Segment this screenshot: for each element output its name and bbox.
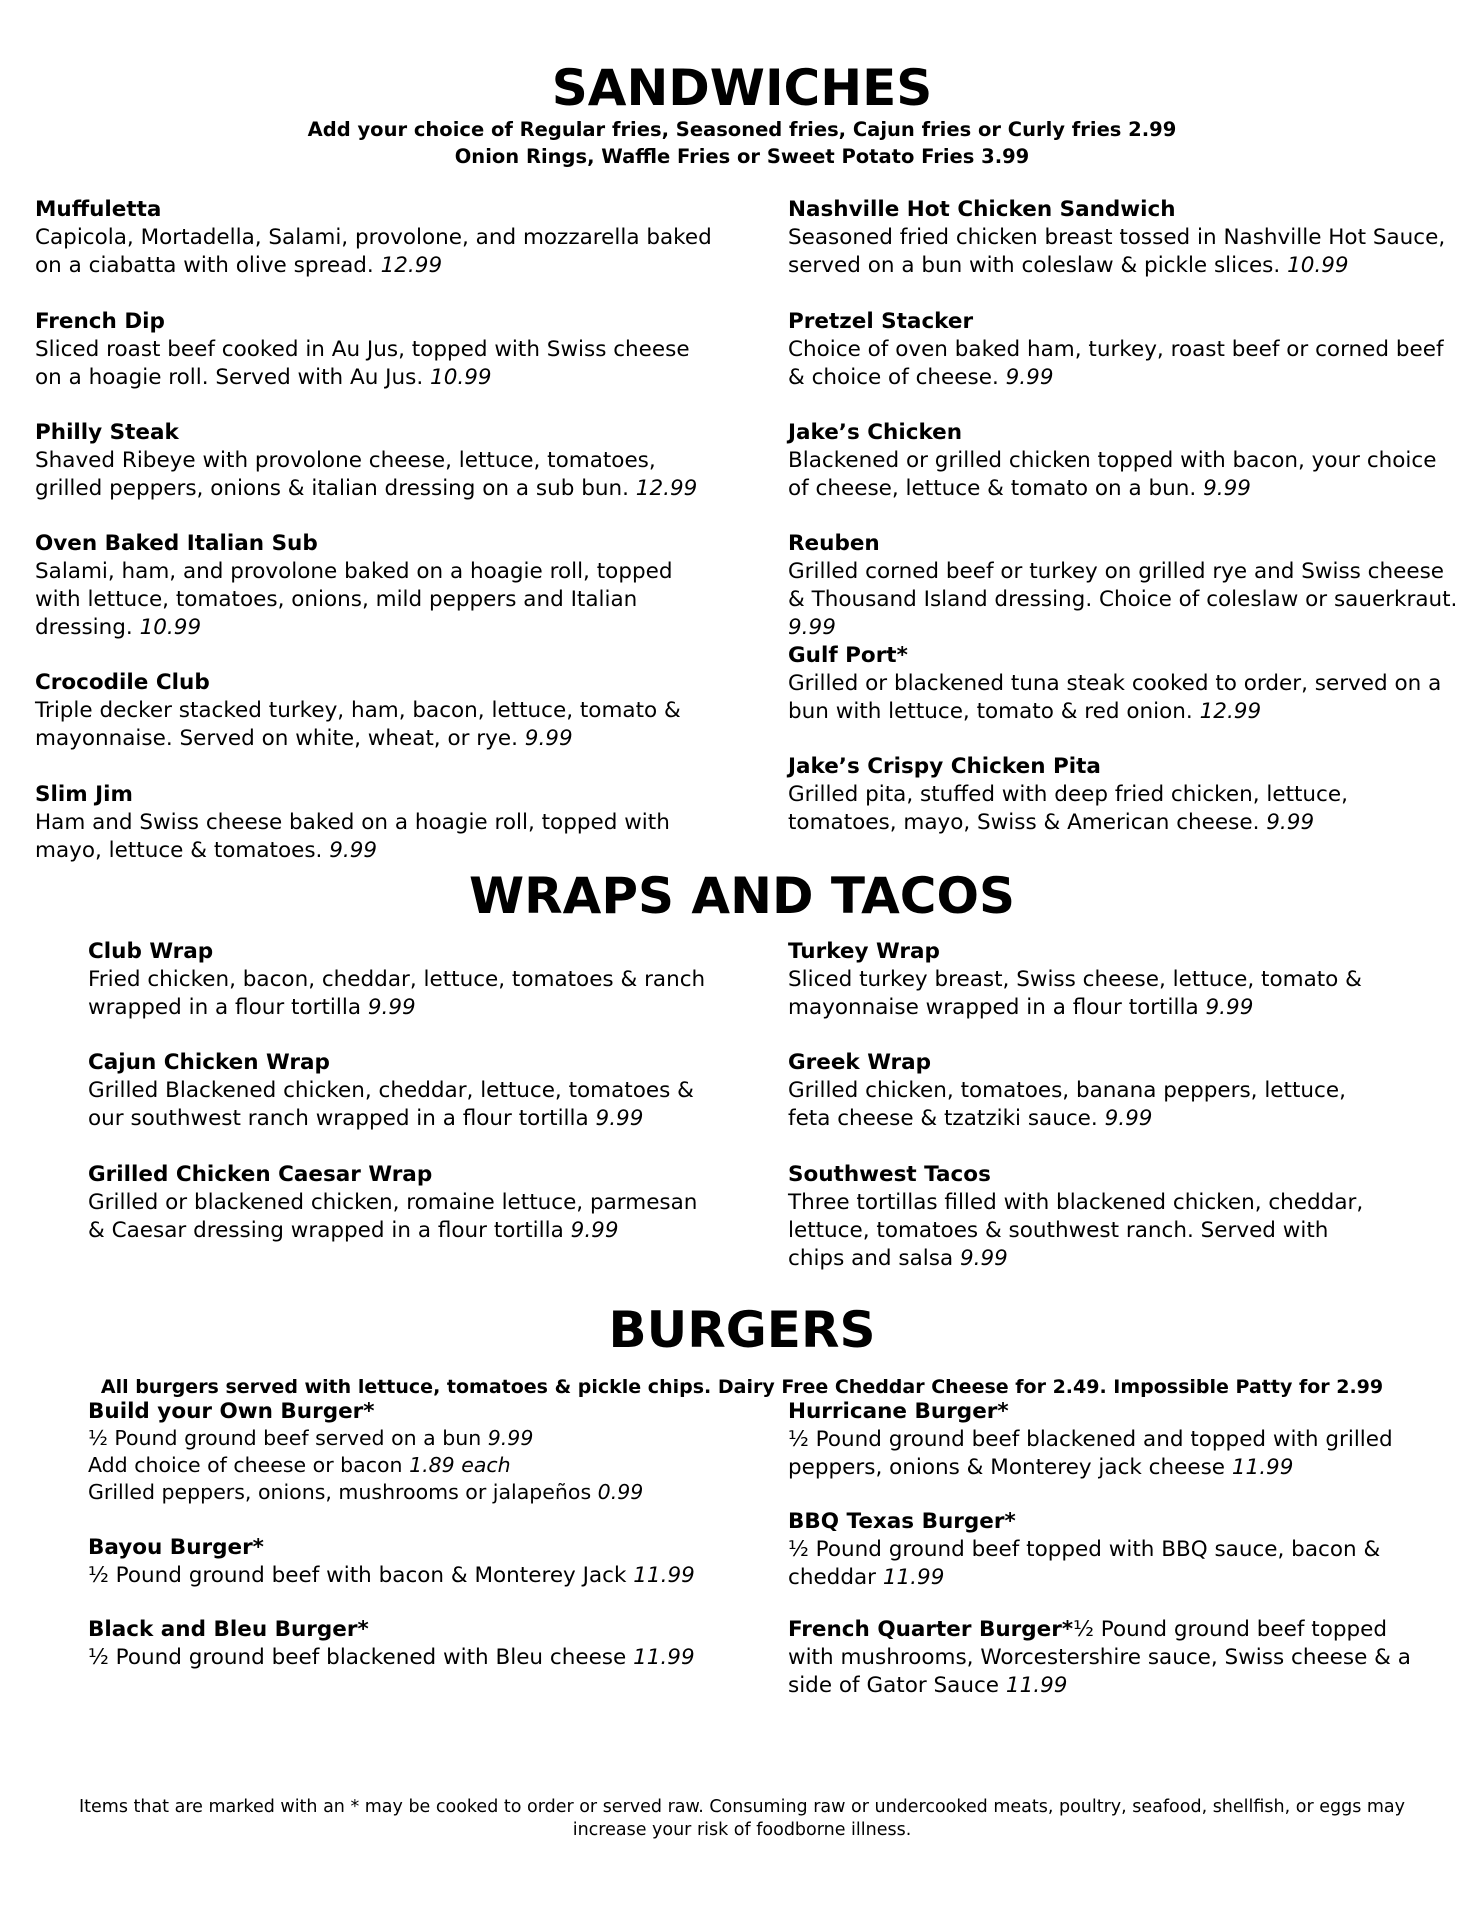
item-description: Grilled Blackened chicken, cheddar, lettuce, tomatoes & our southwest ranch wrapped in a flour tortilla — [88, 1078, 694, 1131]
menu-item-french-dip — [35, 308, 715, 392]
item-name: Crocodile Club — [35, 670, 210, 695]
item-description: ½ Pound ground beef served on a bun — [88, 1426, 482, 1450]
menu-item-nashville-hot-chicken — [788, 196, 1458, 280]
item-description: Blackened or grilled chicken topped with bacon, your choice of cheese, lettuce & tomato on a bun. — [788, 448, 1437, 501]
item-price: 9.99 — [487, 1426, 534, 1450]
menu-item-club-wrap — [88, 938, 713, 1022]
item-price: 9.99 — [595, 1106, 644, 1131]
item-name: Pretzel Stacker — [788, 309, 974, 334]
item-description: Sliced turkey breast, Swiss cheese, lettuce, tomato & mayonnaise wrapped in a flour tortilla — [788, 967, 1362, 1020]
item-name: Bayou Burger* — [88, 1535, 264, 1560]
item-price: 12.99 — [1199, 699, 1262, 724]
item-name: French Dip — [35, 309, 165, 334]
item-price: 9.99 — [524, 726, 573, 751]
menu-item-muffuletta — [35, 196, 715, 280]
item-description: Seasoned fried chicken breast tossed in Nashville Hot Sauce, served on a bun with coleslaw & pickle slices. — [788, 225, 1446, 278]
item-name: Build your Own Burger* — [88, 1399, 375, 1424]
item-name: Muffuletta — [35, 197, 162, 222]
burger-toppings-line — [88, 1479, 728, 1506]
item-description: ½ Pound ground beef with bacon & Monterey Jack — [88, 1563, 627, 1588]
item-description: Choice of oven baked ham, turkey, roast beef or corned beef & choice of cheese. — [788, 337, 1444, 390]
menu-item-grilled-chicken-caesar-wrap — [88, 1161, 713, 1245]
menu-item-slim-jim — [35, 781, 715, 865]
item-name: Cajun Chicken Wrap — [88, 1050, 330, 1075]
item-name: Slim Jim — [35, 782, 133, 807]
menu-item-oven-baked-italian-sub — [35, 530, 715, 642]
item-description: Triple decker stacked turkey, ham, bacon, lettuce, tomato & mayonnaise. Served on white, wheat, or rye. — [35, 698, 681, 751]
item-price: 11.99 — [1005, 1673, 1068, 1698]
item-price: 11.99 — [1231, 1455, 1294, 1480]
menu-item-french-quarter-burger — [788, 1616, 1418, 1700]
item-name: Club Wrap — [88, 939, 214, 964]
item-description: Add choice of cheese or bacon — [88, 1453, 403, 1477]
item-name: Black and Bleu Burger* — [88, 1617, 369, 1642]
item-price: 11.99 — [633, 1563, 695, 1588]
menu-item-cajun-chicken-wrap — [88, 1049, 713, 1133]
item-description: Fried chicken, bacon, cheddar, lettuce, tomatoes & ranch wrapped in a flour tortilla — [88, 967, 706, 1020]
item-description: Grilled or blackened chicken, romaine lettuce, parmesan & Caesar dressing wrapped in a flour tortilla — [88, 1190, 698, 1243]
item-price: 1.89 each — [409, 1453, 511, 1477]
item-price: 9.99 — [1005, 365, 1054, 390]
item-price: 9.99 — [1104, 1106, 1153, 1131]
item-name: Jake’s Chicken — [788, 420, 963, 445]
sides-note-1: Add your choice of Regular fries, Seasoned fries, Cajun fries or Curly fries 2.99 — [307, 118, 1177, 141]
item-description: Three tortillas filled with blackened chicken, cheddar, lettuce, tomatoes & southwest ranch. Served with chips and salsa — [788, 1190, 1364, 1271]
sides-note-2: Onion Rings, Waffle Fries or Sweet Potato Fries 3.99 — [454, 145, 1030, 168]
item-price: 10.99 — [430, 365, 492, 390]
item-description: Grilled or blackened tuna steak cooked to order, served on a bun with lettuce, tomato & red onion. — [788, 671, 1442, 724]
menu-item-reuben — [788, 530, 1458, 642]
item-description: Grilled corned beef or turkey on grilled rye and Swiss cheese & Thousand Island dressing. Choice of coleslaw or sauerkraut. — [788, 559, 1458, 612]
item-name: Turkey Wrap — [788, 939, 940, 964]
menu-item-gulf-port — [788, 642, 1458, 726]
item-description: Grilled pita, stuffed with deep fried chicken, lettuce, tomatoes, mayo, Swiss & American cheese. — [788, 782, 1348, 835]
menu-item-build-your-own-burger — [88, 1398, 728, 1506]
item-price: 9.99 — [1266, 810, 1315, 835]
item-name: Southwest Tacos — [788, 1162, 991, 1187]
burgers-heading: BURGERS — [608, 1301, 876, 1359]
item-description: Grilled peppers, onions, mushrooms or jalapeños — [88, 1480, 592, 1504]
menu-item-jakes-chicken — [788, 419, 1458, 503]
menu-item-jakes-crispy-chicken-pita — [788, 753, 1458, 837]
menu-item-pretzel-stacker — [788, 308, 1458, 392]
item-name: Hurricane Burger* — [788, 1399, 1009, 1424]
item-name: Nashville Hot Chicken Sandwich — [788, 197, 1176, 222]
item-description: Ham and Swiss cheese baked on a hoagie roll, topped with mayo, lettuce & tomatoes. — [35, 810, 670, 863]
item-name: Oven Baked Italian Sub — [35, 531, 318, 556]
item-price: 12.99 — [635, 476, 698, 501]
item-price: 9.99 — [329, 838, 378, 863]
menu-item-bbq-texas-burger — [788, 1508, 1418, 1592]
item-description: Grilled chicken, tomatoes, banana peppers, lettuce, feta cheese & tzatziki sauce. — [788, 1078, 1346, 1131]
item-name: Grilled Chicken Caesar Wrap — [88, 1162, 433, 1187]
item-name: Reuben — [788, 531, 880, 556]
item-price: 11.99 — [633, 1645, 695, 1670]
sandwiches-heading: SANDWICHES — [551, 59, 933, 117]
item-price: 10.99 — [139, 615, 202, 640]
item-description: Sliced roast beef cooked in Au Jus, topped with Swiss cheese on a hoagie roll. Served with Au Jus. — [35, 337, 690, 390]
menu-item-philly-steak — [35, 419, 715, 503]
burger-base-line — [88, 1425, 728, 1452]
item-description: ½ Pound ground beef topped with mushrooms, Worcestershire sauce, Swiss cheese & a side of Gator Sauce — [788, 1617, 1411, 1698]
menu-item-greek-wrap — [788, 1049, 1373, 1133]
item-price: 9.99 — [1205, 995, 1254, 1020]
item-price: 9.99 — [1203, 476, 1251, 501]
wraps-heading: WRAPS AND TACOS — [469, 867, 1015, 925]
item-price: 11.99 — [882, 1565, 945, 1590]
item-description: ½ Pound ground beef blackened and topped with grilled peppers, onions & Monterey jack cheese — [788, 1427, 1393, 1480]
item-name: Jake’s Crispy Chicken Pita — [788, 754, 1101, 779]
menu-item-black-and-bleu-burger — [88, 1616, 728, 1672]
burgers-note: All burgers served with lettuce, tomatoes & pickle chips. Dairy Free Cheddar Cheese for 2.49. Impossible Patty for 2.99 — [100, 1376, 1384, 1398]
item-price: 9.99 — [570, 1218, 619, 1243]
menu-item-bayou-burger — [88, 1534, 728, 1590]
item-price: 9.99 — [788, 615, 836, 640]
item-description: ½ Pound ground beef blackened with Bleu cheese — [88, 1645, 627, 1670]
item-price: 12.99 — [380, 253, 443, 278]
item-description: ½ Pound ground beef topped with BBQ sauce, bacon & cheddar — [788, 1537, 1381, 1590]
raw-food-disclaimer: Items that are marked with an * may be cooked to order or served raw. Consuming raw or undercooked meats, poultry, seafood, shellfish, or eggs may increase your risk of foodborne illness. — [78, 1797, 1406, 1840]
item-price: 9.99 — [367, 995, 416, 1020]
item-name: Greek Wrap — [788, 1050, 932, 1075]
menu-item-crocodile-club — [35, 669, 715, 753]
item-description: Capicola, Mortadella, Salami, provolone, and mozzarella baked on a ciabatta with olive spread. — [35, 225, 712, 278]
menu-item-southwest-tacos — [788, 1161, 1373, 1273]
item-name: French Quarter Burger* — [788, 1617, 1074, 1642]
item-description: Salami, ham, and provolone baked on a hoagie roll, topped with lettuce, tomatoes, onions, mild peppers and Italian dressing. — [35, 559, 673, 640]
item-name: Philly Steak — [35, 420, 179, 445]
menu-item-hurricane-burger — [788, 1398, 1418, 1482]
item-price: 9.99 — [959, 1246, 1008, 1271]
item-name: Gulf Port* — [788, 643, 908, 668]
item-price: 0.99 — [597, 1480, 644, 1504]
menu-item-turkey-wrap — [788, 938, 1373, 1022]
item-name: BBQ Texas Burger* — [788, 1509, 1016, 1534]
item-price: 10.99 — [1287, 253, 1349, 278]
item-description: Shaved Ribeye with provolone cheese, lettuce, tomatoes, grilled peppers, onions & italian dressing on a sub bun. — [35, 448, 656, 501]
burger-addon-line — [88, 1452, 728, 1479]
